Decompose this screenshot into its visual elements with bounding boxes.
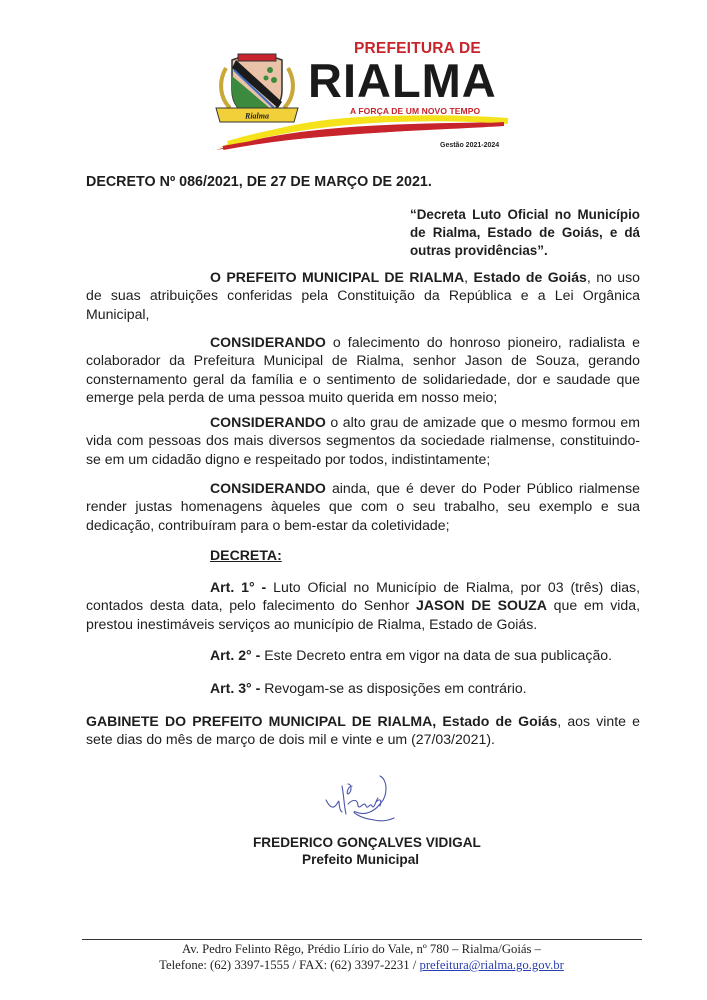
letterhead-slogan: A FORÇA DE UM NOVO TEMPO — [350, 106, 481, 116]
considerando-lead: CONSIDERANDO — [210, 334, 326, 350]
decree-title: DECRETO Nº 086/2021, DE 27 DE MARÇO DE 2021. — [86, 174, 432, 190]
letterhead-city: RIALMA — [308, 54, 497, 107]
signer-name: FREDERICO GONÇALVES VIDIGAL — [253, 835, 481, 850]
preamble-authority: O PREFEITO MUNICIPAL DE RIALMA — [210, 269, 465, 285]
preamble-state: Estado de Goiás — [473, 269, 587, 285]
considerando-text: o falecimento do honroso pioneiro, radialista e colaborador da Prefeitura Municipal de Rialma, senhor Jason de Souza, gerando consternamento geral da família e o sentimento de solidariedade, dor e saudade que emerge pela perda de uma pessoa muito querida em nosso meio; — [86, 334, 640, 405]
preamble-paragraph — [86, 268, 640, 323]
preamble-separator: , — [464, 269, 474, 285]
closing-office: GABINETE DO PREFEITO MUNICIPAL DE RIALMA, Estado de Goiás — [86, 713, 558, 729]
signer-role: Prefeito Municipal — [302, 852, 420, 867]
article-1 — [86, 578, 640, 633]
considerando-text: ainda, que é dever do Poder Público rialmense render justas homenagens àqueles que com o seu trabalho, seu exemplo e sua dedicação, contribuíram para o bem-estar da coletividade; — [86, 480, 640, 533]
closing-text: , aos vinte e sete dias do mês de março de dois mil e vinte e um (27/03/2021). — [86, 713, 640, 748]
considerando-paragraph — [86, 333, 640, 406]
article-label: Art. 1° - — [210, 579, 274, 595]
decree-ementa: “Decreta Luto Oficial no Município de Rialma, Estado de Goiás, e dá outras providências”. — [410, 207, 640, 258]
footer-contact — [0, 958, 707, 973]
considerando-lead: CONSIDERANDO — [210, 414, 326, 430]
article-label: Art. 3° - — [210, 680, 265, 696]
handwritten-signature — [318, 770, 398, 826]
article-2 — [86, 646, 640, 664]
footer-address: Av. Pedro Felinto Rêgo, Prédio Lírio do Vale, nº 780 – Rialma/Goiás – — [182, 942, 541, 956]
letterhead-term: Gestão 2021-2024 — [440, 142, 500, 149]
footer-email-link[interactable]: prefeitura@rialma.go.gov.br — [419, 958, 564, 972]
closing-paragraph — [86, 712, 640, 749]
article-text: Revogam-se as disposições em contrário. — [264, 680, 527, 696]
footer-phone: Telefone: (62) 3397-1555 / FAX: (62) 3397-2231 / — [159, 958, 420, 972]
article-text: Luto Oficial no Município de Rialma, por 03 (três) dias, contados desta data, pelo falecimento do Senhor — [86, 579, 640, 614]
decreta-heading: DECRETA: — [210, 547, 282, 563]
municipal-crest-icon — [214, 46, 300, 128]
article-text: Este Decreto entra em vigor na data de sua publicação. — [264, 647, 613, 663]
considerando-lead: CONSIDERANDO — [210, 480, 326, 496]
deceased-name: JASON DE SOUZA — [416, 597, 547, 614]
considerando-paragraph — [86, 413, 640, 468]
article-3 — [86, 679, 640, 697]
footer-divider — [82, 939, 642, 940]
considerando-paragraph — [86, 479, 640, 534]
letterhead-logo — [208, 38, 518, 158]
considerando-text: o alto grau de amizade que o mesmo formou em vida com pessoas dos mais diversos segmentos da sociedade rialmense, constituindo-se em um cidadão digno e respeitado por todos, indistintamente; — [86, 414, 640, 467]
article-text-cont: que em vida, prestou inestimáveis serviços ao município de Rialma, Estado de Goiás. — [86, 597, 640, 632]
article-label: Art. 2° - — [210, 647, 265, 663]
preamble-text: , no uso de suas atribuições conferidas pela Constituição da República e a Lei Orgânica Municipal, — [86, 269, 641, 322]
letterhead-prefix: PREFEITURA DE — [354, 40, 481, 57]
crest-ribbon-text: Rialma — [244, 111, 270, 121]
